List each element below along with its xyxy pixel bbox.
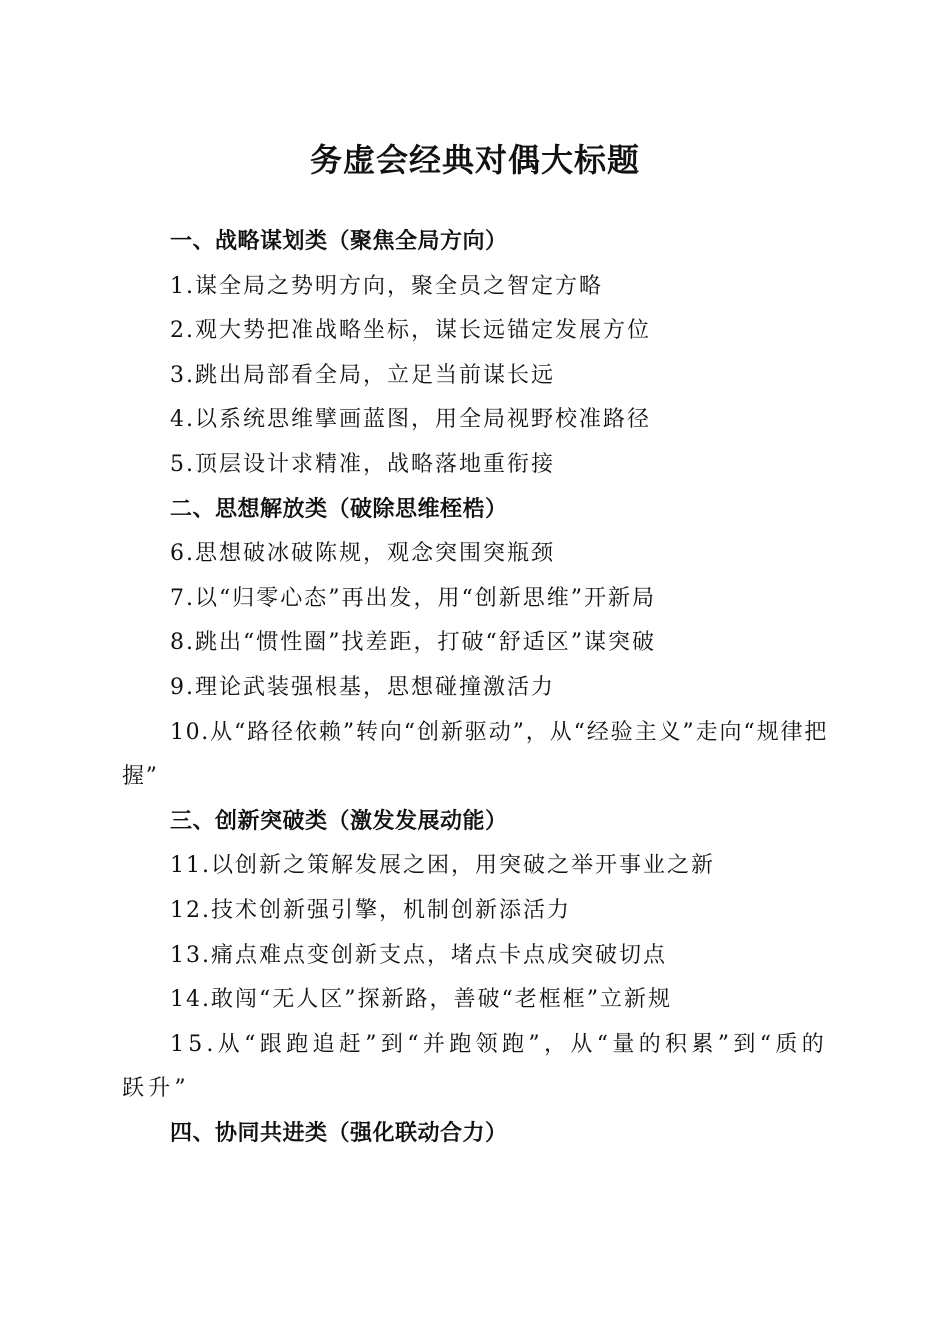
section-thought-liberation [122,488,828,800]
list-item: 12.技术创新强引擎，机制创新添活力 [170,897,571,923]
list-item: 7.以“归零心态”再出发，用“创新思维”开新局 [170,585,656,611]
list-item: 6.思想破冰破陈规，观念突围突瓶颈 [170,541,555,567]
section-heading: 四、协同共进类（强化联动合力） [170,1120,508,1146]
list-item: 10.从“路径依赖”转向“创新驱动”，从“经验主义”走向“规律把握” [122,719,828,790]
section-collaboration [122,1112,828,1157]
section-innovation [122,800,828,1112]
list-item: 1.谋全局之势明方向，聚全员之智定方略 [170,273,603,299]
list-item: 4.以系统思维擘画蓝图，用全局视野校准路径 [170,407,651,433]
list-item: 8.跳出“惯性圈”找差距，打破“舒适区”谋突破 [170,630,656,656]
list-item: 13.痛点难点变创新支点，堵点卡点成突破切点 [170,942,667,968]
section-heading: 一、战略谋划类（聚焦全局方向） [170,229,508,254]
section-heading: 三、创新突破类（激发发展动能） [170,808,508,834]
list-item: 15.从“跟跑追赶”到“并跑领跑”，从“量的积累”到“质的跃升” [122,1031,828,1102]
list-item: 14.敢闯“无人区”探新路，善破“老框框”立新规 [170,987,672,1013]
list-item: 5.顶层设计求精准，战略落地重衔接 [170,451,555,477]
list-item: 3.跳出局部看全局，立足当前谋长远 [170,362,555,388]
section-strategy [122,220,828,488]
section-heading: 二、思想解放类（破除思维桎梏） [170,496,508,522]
list-item: 11.以创新之策解发展之困，用突破之举开事业之新 [170,853,715,879]
list-item: 2.观大势把准战略坐标，谋长远锚定发展方位 [170,318,651,344]
document-title: 务虚会经典对偶大标题 [309,141,640,179]
list-item: 9.理论武装强根基，思想碰撞激活力 [170,674,555,700]
